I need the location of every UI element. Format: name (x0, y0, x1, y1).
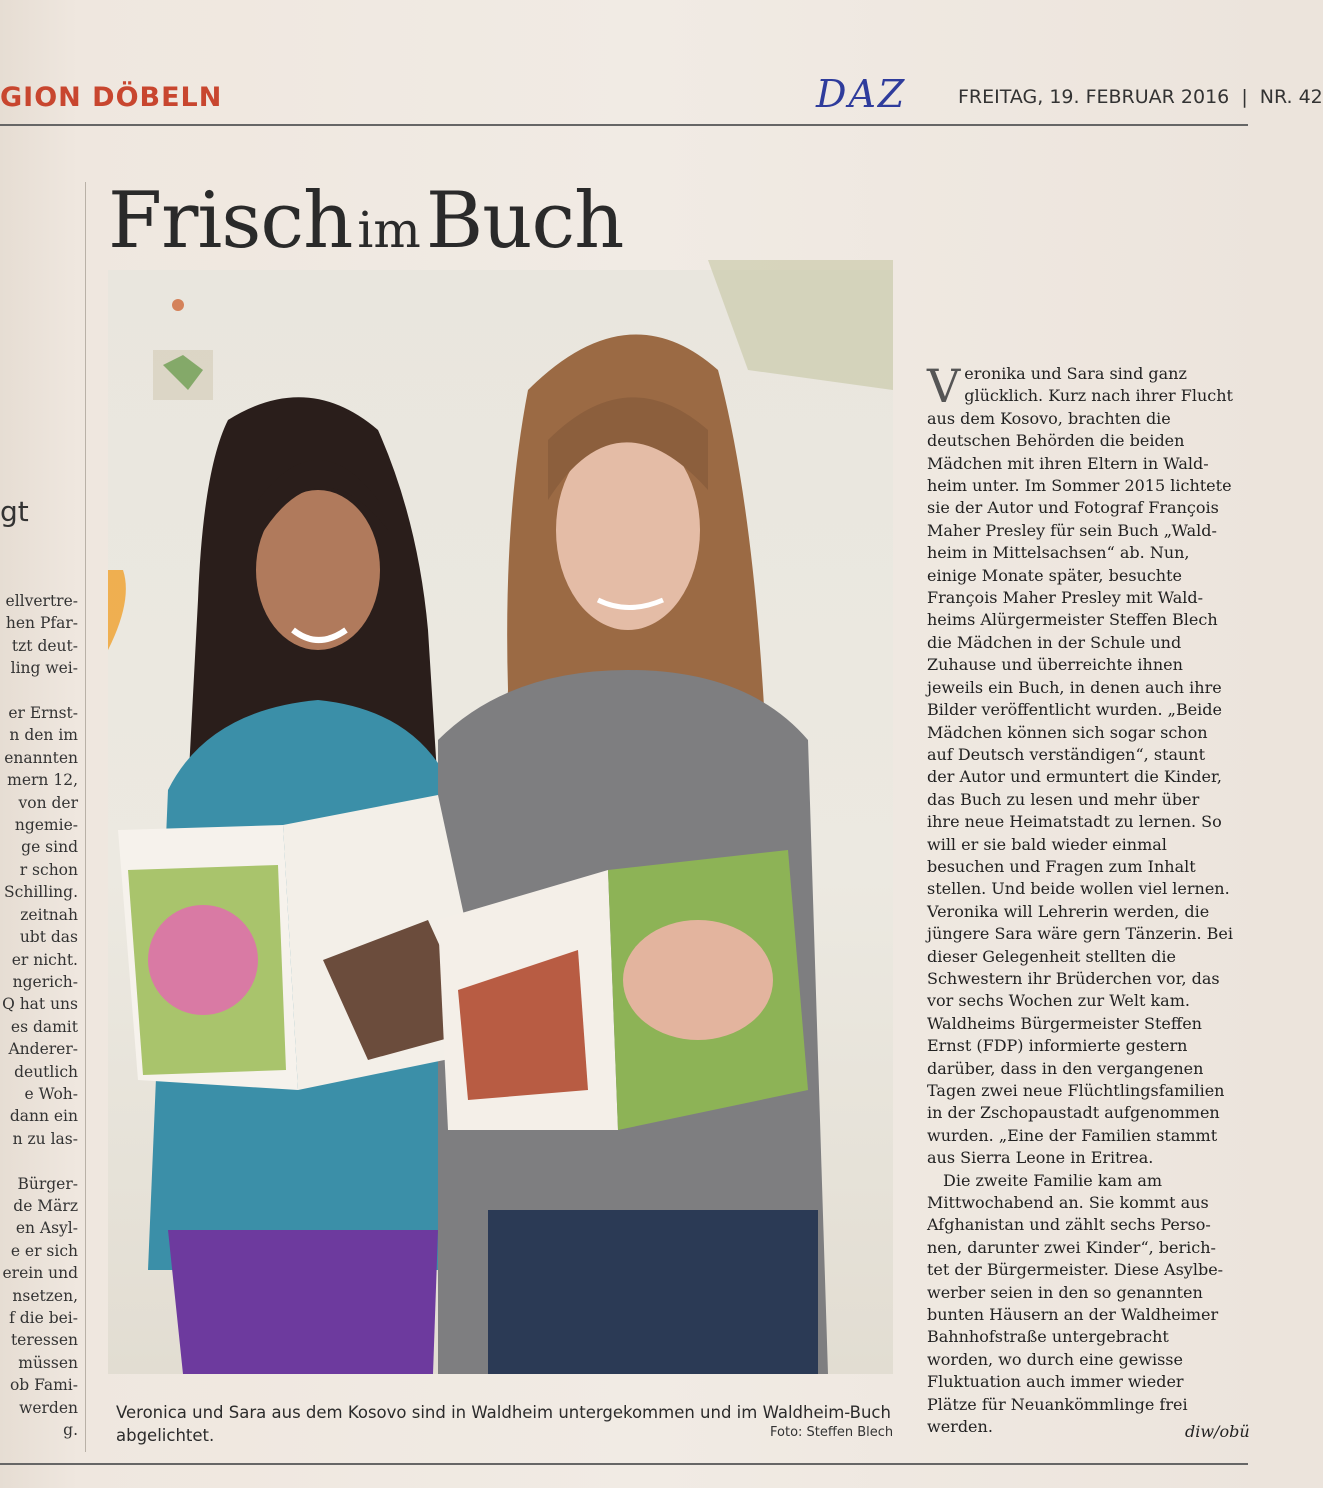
article-body (927, 359, 1245, 1439)
separator: | (1241, 86, 1248, 108)
article-line: François Maher Presley mit Wald- (927, 588, 1203, 608)
article-line: Schwestern ihr Brüderchen vor, das (927, 968, 1220, 988)
left-column-line: werden (19, 1398, 78, 1417)
article-line: tet der Bürgermeister. Diese Asylbe- (927, 1260, 1224, 1280)
article-line: will er sie bald wieder einmal (927, 834, 1167, 854)
article-line: Bilder veröffentlicht wurden. „Beide (927, 700, 1222, 720)
article-line: jeweils ein Buch, in denen auch ihre (927, 677, 1222, 697)
left-column-line: erein und (2, 1264, 78, 1283)
article-line: einige Monate später, besuchte (927, 565, 1182, 585)
byline: diw/obü (1185, 1422, 1250, 1441)
left-column-line: r schon (19, 860, 78, 879)
left-column-line: mern 12, (7, 771, 78, 790)
footer-rule (0, 1463, 1248, 1465)
headline-word-1: Frisch (108, 176, 353, 266)
article-line: eronika und Sara sind ganz (964, 364, 1187, 383)
article-line: nen, darunter zwei Kinder“, berich- (927, 1237, 1216, 1257)
left-column-line: g. (63, 1421, 78, 1440)
article-line: wurden. „Eine der Familien stammt (927, 1125, 1218, 1145)
left-column-line: er nicht. (11, 950, 78, 969)
article-line: der Autor und ermuntert die Kinder, (927, 767, 1222, 787)
article-line: Fluktuation auch immer wieder (927, 1372, 1184, 1392)
issue-number: NR. 42 (1259, 86, 1323, 108)
left-column-line: enannten (4, 748, 78, 767)
left-column-line: e er sich (10, 1241, 78, 1260)
left-column-line: er Ernst- (8, 704, 78, 723)
left-column-line: ellvertre- (5, 592, 78, 610)
article-line: vor sechs Wochen zur Welt kam. (927, 991, 1190, 1011)
article-line: auf Deutsch verständigen“, staunt (927, 744, 1206, 764)
article-line: Die zweite Familie kam am (943, 1170, 1163, 1190)
article-line: heim unter. Im Sommer 2015 lichtete (927, 476, 1232, 496)
left-column-line: tzt deut- (11, 636, 78, 655)
left-column-line: es damit (10, 1017, 78, 1036)
article-line: in der Zschopaustadt aufgenommen (927, 1103, 1220, 1123)
left-column-line: deutlich (14, 1062, 78, 1081)
article-line: dieser Gelegenheit stellten die (927, 946, 1176, 966)
article-line: Mädchen mit ihren Eltern in Wald- (927, 453, 1209, 473)
left-column-text (0, 590, 78, 1441)
left-column-line: Schilling. (4, 883, 78, 902)
headline (108, 176, 623, 266)
left-column-line: Bürger- (17, 1174, 78, 1193)
left-column-line: dann ein (9, 1107, 78, 1126)
left-column-line: n zu las- (12, 1129, 78, 1148)
article-line: Tagen zwei neue Flüchtlingsfamilien (927, 1081, 1225, 1100)
left-column-line: en Asyl- (15, 1219, 78, 1238)
left-column-line: ubt das (19, 928, 78, 947)
left-column-line: ling wei- (10, 659, 78, 678)
left-column-line: Anderer- (8, 1040, 78, 1059)
headline-word-3: Buch (425, 176, 624, 266)
article-line: heims Alürgermeister Steffen Blech (927, 610, 1218, 630)
left-column-subhead: gt (0, 495, 29, 528)
article-line: Afghanistan und zählt sechs Perso- (927, 1215, 1211, 1235)
photo-illustration (108, 270, 893, 1374)
photo-credit: Foto: Steffen Blech (770, 1425, 894, 1440)
article-line: Mädchen können sich sogar schon (927, 722, 1208, 742)
left-column-line: ngerich- (12, 972, 78, 991)
article-line: heim in Mittelsachsen“ ab. Nun, (927, 543, 1190, 563)
article-line: deutschen Behörden die beiden (927, 431, 1185, 451)
left-column-line: de März (13, 1196, 78, 1215)
column-rule (85, 182, 86, 1452)
left-column-line: e Woh- (24, 1084, 78, 1103)
article-paragraph-2 (927, 1170, 1245, 1439)
left-column-line: müssen (18, 1353, 78, 1372)
article-line: aus dem Kosovo, brachten die (927, 408, 1171, 428)
article-line: Ernst (FDP) informierte gestern (927, 1036, 1188, 1056)
left-column-line: ob Fami- (9, 1376, 78, 1395)
left-column-line: teressen (10, 1331, 78, 1350)
article-line: jüngere Sara wäre gern Tänzerin. Bei (927, 924, 1233, 944)
article-line: Waldheims Bürgermeister Steffen (927, 1013, 1202, 1033)
article-line: Veronika will Lehrerin werden, die (927, 901, 1210, 921)
article-line: Mittwochabend an. Sie kommt aus (927, 1193, 1209, 1213)
left-column-line: hen Pfar- (5, 614, 78, 633)
photo-caption: Veronica und Sara aus dem Kosovo sind in Waldheim untergekommen und im Waldheim-Buch abgelichtet. (116, 1403, 891, 1445)
left-column-line: Q hat uns (2, 995, 78, 1014)
left-column-line: ngemie- (14, 816, 78, 835)
left-column-line: n den im (9, 726, 78, 745)
article-photo (108, 270, 893, 1374)
left-column-line (0, 680, 78, 702)
left-column-line (0, 1150, 78, 1172)
article-line: das Buch zu lesen und mehr über (927, 789, 1200, 809)
article-line: ihre neue Heimatstadt zu lernen. So (927, 812, 1222, 832)
article-line: sie der Autor und Fotograf François (927, 498, 1219, 518)
dateline (958, 86, 1323, 108)
left-column-line: f die bei- (9, 1309, 78, 1327)
article-line: die Mädchen in der Schule und (927, 632, 1182, 652)
left-column-line: zeitnah (20, 905, 78, 924)
article-line: darüber, dass in den vergangenen (927, 1058, 1204, 1078)
left-column-line: von der (18, 793, 78, 812)
drop-cap: V (927, 359, 961, 413)
header-rule (0, 124, 1248, 126)
headline-word-2: im (357, 201, 421, 259)
article-line: Plätze für Neuankömmlinge frei (927, 1394, 1188, 1414)
article-line: Bahnhofstraße untergebracht (927, 1327, 1169, 1347)
article-line: werden. (927, 1417, 993, 1437)
article-paragraph-1 (927, 359, 1245, 1170)
article-line: stellen. Und beide wollen viel lernen. (927, 879, 1230, 899)
article-line: besuchen und Fragen zum Inhalt (927, 856, 1196, 876)
article-line: worden, wo durch eine gewisse (927, 1349, 1183, 1369)
left-column-line: nsetzen, (12, 1286, 78, 1305)
article-line: Zuhause und überreichte ihnen (927, 655, 1183, 675)
handwritten-note: DAZ (816, 72, 907, 116)
left-column-line: ge sind (21, 838, 78, 857)
section-title: GION DÖBELN (0, 82, 223, 113)
article-line: werber seien in den so genannten (927, 1282, 1203, 1302)
article-line: Maher Presley für sein Buch „Wald- (927, 520, 1217, 540)
date: FREITAG, 19. FEBRUAR 2016 (958, 86, 1230, 108)
article-line: glücklich. Kurz nach ihrer Flucht (964, 386, 1233, 406)
article-line: aus Sierra Leone in Eritrea. (927, 1148, 1154, 1168)
article-line: bunten Häusern an der Waldheimer (927, 1305, 1219, 1325)
